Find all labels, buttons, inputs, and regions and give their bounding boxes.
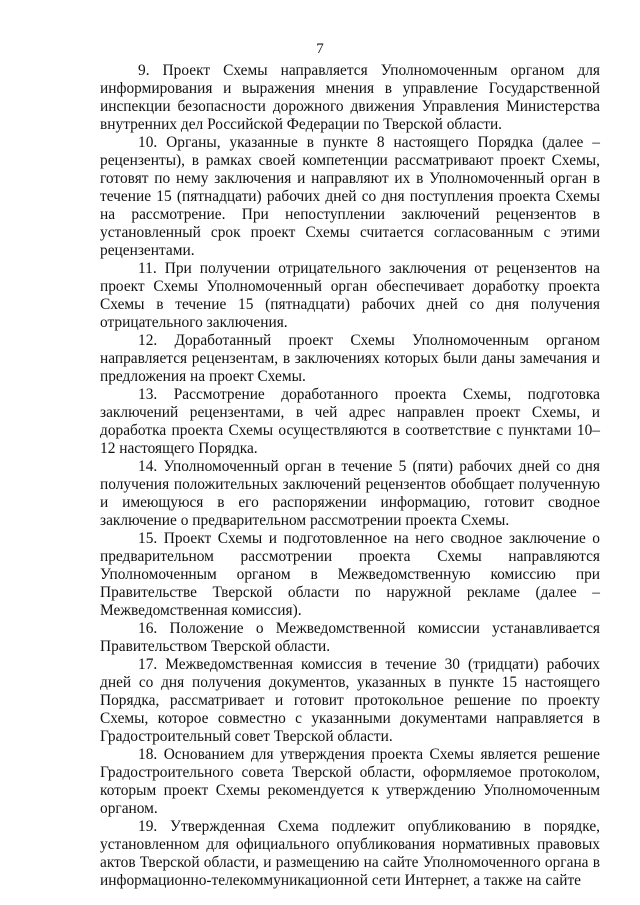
paragraph-15: 15. Проект Схемы и подготовленное на него сводное заключение о предварительном рассмотрении проекта Схемы направляются Уполномоченным органом в Межведомственную комиссию при Правительстве Тверской области по наружной рекламе (далее – Межведомственная комиссия). [100,530,600,619]
paragraph-9: 9. Проект Схемы направляется Уполномоченным органом для информирования и выражения мнения в управление Государственной инспекции безопасности дорожного движения Управления Министерства внутренних дел Российской Федерации по Тверской области. [100,62,600,133]
paragraph-17: 17. Межведомственная комиссия в течение 30 (тридцати) рабочих дней со дня получения документов, указанных в пункте 15 настоящего Порядка, рассматривает и готовит протокольное решение по проекту Схемы, которое совместно с указанными документами направляется в Градостроительный совет Тверской области. [100,656,600,745]
paragraph-12: 12. Доработанный проект Схемы Уполномоченным органом направляется рецензентам, в заключениях которых были даны замечания и предложения на проект Схемы. [100,332,600,385]
document-body [100,62,600,890]
paragraph-10: 10. Органы, указанные в пункте 8 настоящего Порядка (далее – рецензенты), в рамках своей компетенции рассматривают проект Схемы, готовят по нему заключения и направляют их в Уполномоченный орган в течение 15 (пятнадцати) рабочих дней со дня поступления проекта Схемы на рассмотрение. При непоступлении заключений рецензентов в установленный срок проект Схемы считается согласованным с этими рецензентами. [100,134,600,259]
paragraph-11: 11. При получении отрицательного заключения от рецензентов на проект Схемы Уполномоченный орган обеспечивает доработку проекта Схемы в течение 15 (пятнадцати) рабочих дней со дня получения отрицательного заключения. [100,260,600,331]
paragraph-14: 14. Уполномоченный орган в течение 5 (пяти) рабочих дней со дня получения положительных заключений рецензентов обобщает полученную и имеющуюся в его распоряжении информацию, готовит сводное заключение о предварительном рассмотрении проекта Схемы. [100,458,600,529]
paragraph-19: 19. Утвержденная Схема подлежит опубликованию в порядке, установленном для официального опубликования нормативных правовых актов Тверской области, и размещению на сайте Уполномоченного органа в информационно-телекоммуникационной сети Интернет, а также на сайте [100,818,600,889]
paragraph-13: 13. Рассмотрение доработанного проекта Схемы, подготовка заключений рецензентами, в чей адрес направлен проект Схемы, и доработка проекта Схемы осуществляются в соответствие с пунктами 10–12 настоящего Порядка. [100,386,600,457]
page-number: 7 [316,41,324,57]
paragraph-16: 16. Положение о Межведомственной комиссии устанавливается Правительством Тверской области. [100,620,600,655]
paragraph-18: 18. Основанием для утверждения проекта Схемы является решение Градостроительного совета Тверской области, оформляемое протоколом, которым проект Схемы рекомендуется к утверждению Уполномоченным органом. [100,746,600,817]
